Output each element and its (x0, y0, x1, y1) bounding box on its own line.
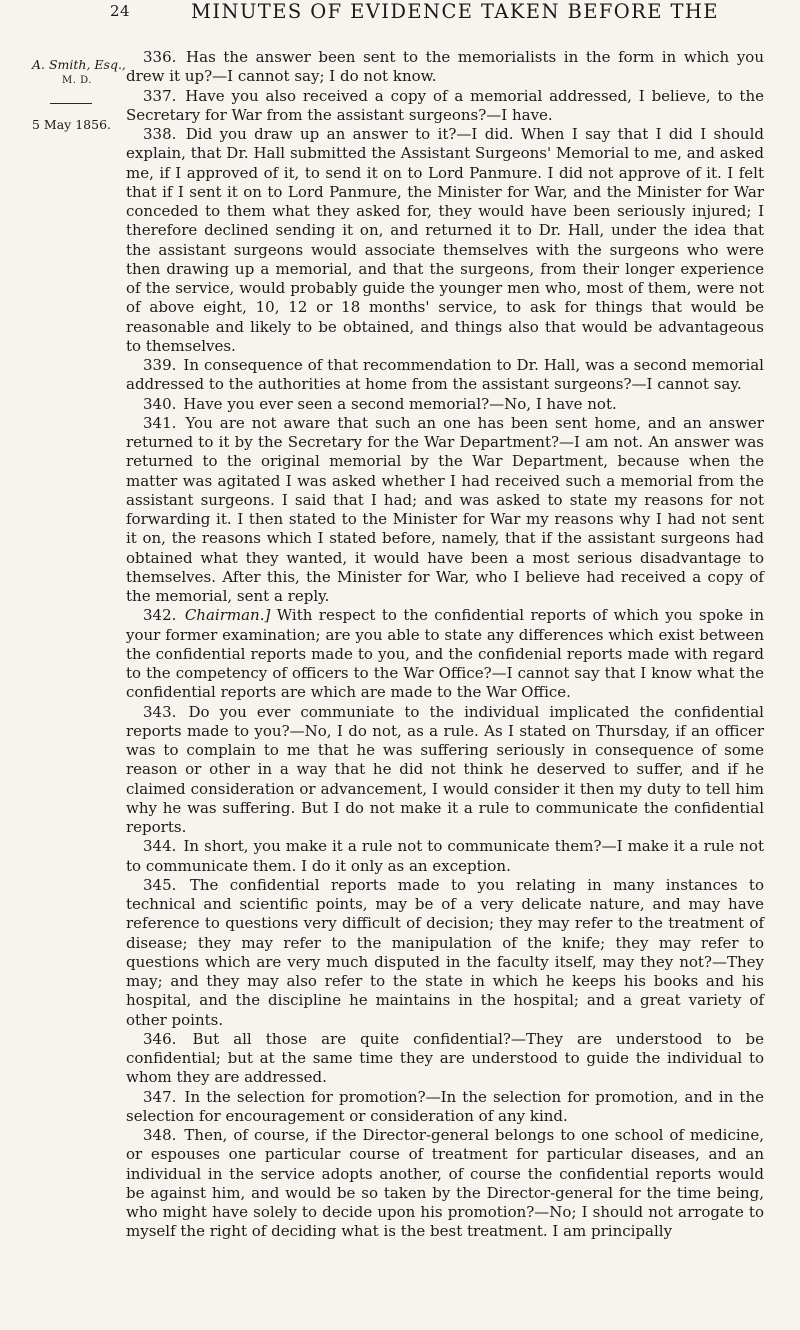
question-paragraph (126, 87, 764, 126)
question-text: But all those are quite confidential?—They are understood to be confidential; but at the same time they are understood to guide the individual to whom they are addressed. (126, 1029, 764, 1087)
question-text: Have you ever seen a second memorial?—No, I have not. (183, 394, 617, 413)
question-number: 347. (143, 1087, 177, 1106)
question-paragraph (126, 414, 764, 607)
question-paragraph (126, 1088, 764, 1127)
question-text: Did you draw up an answer to it?—I did. When I say that I did I should explain, that Dr. Hall submitted the Assistant Surgeons' Memorial to me, and asked me, if I approved of it, to send it on to Lord Panmure. I did not approve of it. I felt that if I sent it on to Lord Panmure, the Minister for War, and the Minister for War conceded to them what they asked for, they would have been seriously injured; I therefore declined sending it on, and returned it to Dr. Hall, under the idea that the assistant surgeons would associate themselves with the surgeons who were then drawing up a memorial, and that the surgeons, from their longer experience of the service, would probably guide the younger men who, most of them, were not of above eight, 10, 12 or 18 months' service, to ask for things that would be reasonable and likely to be obtained, and things also that would be advantageous to themselves. (126, 125, 764, 355)
question-paragraph (126, 703, 764, 838)
margin-witness-name: A. Smith, Esq., (32, 57, 126, 72)
question-text: Then, of course, if the Director-general belongs to one school of medicine, or espouses one particular course of treatment for particular diseases, and an individual in the service adopts another, of course the confidential reports would be against him, and would be so taken by the Director-general for the time being, who might have solely to decide upon his promotion?—No; I should not arrogate to myself the right of deciding what is the best treatment. I am principally (126, 1126, 764, 1241)
question-number: 348. (143, 1126, 177, 1144)
question-paragraph (126, 395, 764, 414)
margin-date: 5 May 1856. (32, 117, 111, 132)
question-number: 336. (143, 48, 177, 66)
question-paragraph (126, 606, 764, 702)
question-number: 343. (143, 702, 177, 721)
question-paragraph (126, 1030, 764, 1088)
question-number: 342. (143, 606, 177, 625)
question-text: Do you ever communiate to the individual implicated the confidential reports made to you?—No, I do not, as a rule. As I stated on Thursday, if an officer was to complain to me that he was suffering seriously in consequence of some reason or other in a way that he did not think he deserved to suffer, and if he claimed consideration or advancement, I would consider it then my duty to tell him why he was suffering. But I do not make it a rule to communicate the confidential reports. (126, 702, 764, 836)
question-text: In short, you make it a rule not to communicate them?—I make it a rule not to communicate them. I do it only as an exception. (126, 837, 764, 875)
margin-witness-degree: M. D. (62, 75, 92, 86)
question-text: Have you also received a copy of a memorial addressed, I believe, to the Secretary for War from the assistant surgeons?—I have. (126, 86, 764, 124)
question-number: 346. (143, 1029, 177, 1048)
question-number: 340. (143, 394, 177, 413)
question-text: In consequence of that recommendation to Dr. Hall, was a second memorial addressed to the authorities at home from the assistant surgeons?—I cannot say. (126, 356, 764, 394)
question-number: 344. (143, 837, 177, 856)
question-number: 345. (143, 875, 177, 894)
question-text: In the selection for promotion?—In the selection for promotion, and in the selection for encouragement or consideration of any kind. (126, 1087, 764, 1125)
question-paragraph (126, 48, 764, 87)
evidence-text (126, 48, 764, 1242)
margin-divider (50, 103, 92, 104)
question-text: The confidential reports made to you relating in many instances to technical and scientific points, may be of a very delicate nature, and may have reference to questions very difficult of decision; they may refer to the treatment of disease; they may refer to the manipulation of the knife; they may refer to questions which are very much disputed in the faculty itself, may they not?—They may; and they may also refer to the state in which he keeps his books and his hospital, and the discipline he maintains in the hospital; and a great variety of other points. (126, 875, 764, 1029)
question-number: 341. (143, 413, 177, 432)
speaker-label: Chairman.] (184, 606, 271, 625)
question-number: 338. (143, 125, 177, 143)
question-number: 339. (143, 356, 177, 374)
running-title: MINUTES OF EVIDENCE TAKEN BEFORE THE (191, 0, 719, 23)
question-paragraph (126, 1126, 764, 1242)
question-paragraph (126, 876, 764, 1030)
question-number: 337. (143, 86, 177, 105)
question-text: Has the answer been sent to the memorialists in the form in which you drew it up?—I cannot say; I do not know. (126, 48, 764, 86)
question-paragraph (126, 125, 764, 356)
question-text: You are not aware that such an one has been sent home, and an answer returned to it by the Secretary for the War Department?—I am not. An answer was returned to the original memorial by the War Department, because when the matter was agitated I was asked whether I had received such a memorial from the assistant surgeons. I said that I had; and was asked to state my reasons for not forwarding it. I then stated to the Minister for War my reasons why I had not sent it on, the reasons which I stated before, namely, that if the assistant surgeons had obtained what they wanted, it would have been a most serious disadvantage to themselves. After this, the Minister for War, who I believe had received a copy of the memorial, sent a reply. (126, 413, 764, 605)
question-paragraph (126, 356, 764, 395)
question-paragraph (126, 837, 764, 876)
question-text: With respect to the confidential reports of which you spoke in your former examination; are you able to state any differences which exist between the confidential reports made to you, and the confidenial reports made with regard to the competency of officers to the War Office?—I cannot say that I know what the confidential reports are which are made to the War Office. (126, 606, 764, 702)
page-number: 24 (110, 2, 131, 20)
